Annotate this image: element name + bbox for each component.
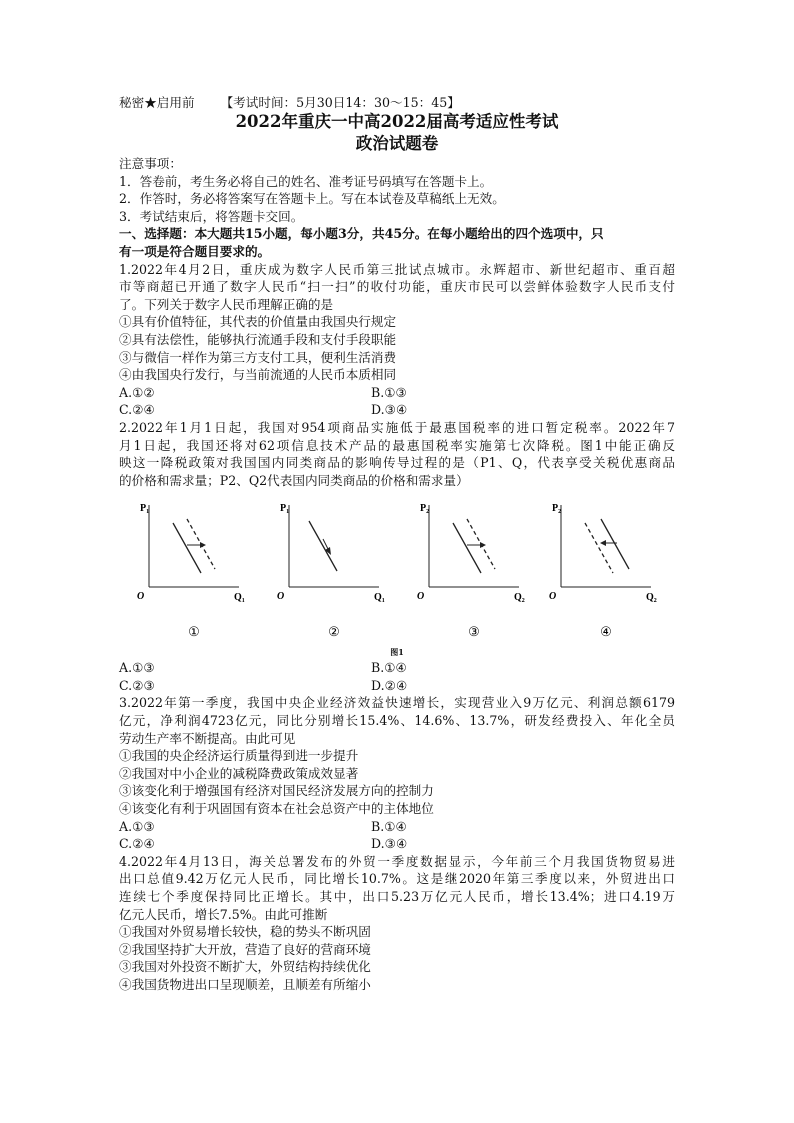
- statement: ③该变化利于增强国有经济对国民经济发展方向的控制力: [119, 783, 434, 799]
- question-stem-line: 连续七个季度保持同比正增长。其中，出口5.23万亿元人民币，增长13.4%；进口4.19万: [119, 889, 675, 904]
- graph-2-svg: [267, 495, 407, 645]
- graph-2: [267, 495, 407, 645]
- note-item: 1．答卷前，考生务必将自己的姓名、准考证号码填写在答题卡上。: [119, 173, 493, 189]
- origin-label: O: [549, 591, 557, 603]
- figure-1: [119, 495, 675, 645]
- arrow-head: [600, 540, 606, 546]
- option-d: D.②④: [371, 677, 408, 693]
- graph-label: ②: [328, 624, 340, 640]
- exam-title: 2022年重庆一中高2022届高考适应性考试: [235, 112, 559, 131]
- option-b: B.①③: [371, 384, 407, 400]
- graph-4-svg: [539, 495, 679, 645]
- statement: ③与微信一样作为第三方支付工具，便利生活消费: [119, 349, 397, 365]
- section-heading: [119, 225, 675, 260]
- demand-curve-dashed: [585, 523, 613, 573]
- y-axis-label: $P_2$: [552, 503, 562, 516]
- note-item: 2．作答时，务必将答案写在答题卡上。写在本试卷及草稿纸上无效。: [119, 191, 505, 207]
- graph-label: ③: [468, 624, 480, 640]
- option-d: D.③④: [371, 402, 408, 418]
- origin-label: O: [137, 591, 145, 603]
- statement: ②我国坚持扩大开放，营造了良好的营商环境: [119, 941, 371, 957]
- x-axis-label: $Q_1$: [374, 592, 385, 605]
- option-d: D.③④: [371, 836, 408, 852]
- question-stem-line: 亿元人民币，增长7.5%。由此可推断: [119, 906, 328, 922]
- y-axis-label: $P_1$: [140, 503, 150, 516]
- statement: ③我国对外投资不断扩大，外贸结构持续优化: [119, 959, 371, 975]
- question-stem-line: 月1日起，我国还将对62项信息技术产品的最惠国税率实施第七次降税。图1中能正确反: [119, 437, 675, 453]
- option-c: C.②④: [119, 402, 155, 418]
- question-stem-line: 3.2022年第一季度，我国中央企业经济效益快速增长，实现营业入9万亿元、利润总额6179: [119, 695, 675, 711]
- figure-caption: 图1: [390, 647, 404, 658]
- x-axis-label: $Q_2$: [646, 592, 657, 605]
- graph-label: ④: [600, 624, 612, 640]
- y-axis-label: $P_2$: [420, 503, 430, 516]
- question-1: [119, 261, 675, 419]
- question-stem-line: 4.2022年4月13日，海关总署发布的外贸一季度数据显示，今年前三个月我国货物贸易进: [119, 853, 675, 869]
- question-stem-line: 出口总值9.42万亿元人民币，同比增长10.7%。这是继2020年第三季度以来，外贸进出口: [119, 871, 675, 887]
- question-stem-line: 映这一降税政策对我国国内同类商品的影响传导过程的是（P1、Q，代表享受关税优惠商品: [119, 455, 675, 471]
- statement: ②具有法偿性，能够执行流通手段和支付手段职能: [119, 331, 397, 347]
- option-a: A.①③: [119, 660, 155, 676]
- question-stem-line: 2.2022年1月1日起，我国对954项商品实施低于最惠国税率的进口暂定税率。2022年7: [119, 419, 675, 435]
- graph-3-svg: [407, 495, 547, 645]
- statement: ②我国对中小企业的减税降费政策成效显著: [119, 765, 359, 781]
- options-row: [119, 659, 675, 677]
- graph-3: [407, 495, 547, 645]
- graph-1: [127, 495, 267, 645]
- statement: ①具有价值特征，其代表的价值量由我国央行规定: [119, 314, 397, 330]
- arrow-head: [200, 542, 206, 548]
- exam-time: 【考试时间：5月30日14：30～15：45】: [220, 95, 460, 110]
- question-stem-line: 市等商超已开通了数字人民币“扫一扫”的收付功能，重庆市民可以尝鲜体验数字人民币支付: [119, 279, 675, 295]
- option-a: A.①③: [119, 818, 155, 834]
- exam-subtitle: 政治试题卷: [355, 134, 439, 153]
- question-stem-line: 1.2022年4月2日，重庆成为数字人民币第三批试点城市。永辉超市、新世纪超市、重百超: [119, 261, 675, 277]
- question-stem-line: 了。下列关于数字人民币理解正确的是: [119, 296, 334, 312]
- options-row: [119, 818, 675, 836]
- question-stem-line: 的价格和需求量；P2、Q2代表国内同类商品的价格和需求量）: [119, 472, 469, 488]
- options-row: [119, 384, 675, 402]
- statement: ①我国对外贸易增长较快，稳的势头不断巩固: [119, 924, 371, 940]
- section-heading-line: 一、选择题：本大题共15小题，每小题3分，共45分。在每小题给出的四个选项中，只: [119, 226, 604, 242]
- exam-page: [119, 94, 675, 994]
- statement: ①我国的央企经济运行质量得到进一步提升: [119, 748, 359, 764]
- question-3: [119, 694, 675, 852]
- y-axis-label: $P_1$: [280, 503, 290, 516]
- option-c: C.②③: [119, 677, 155, 693]
- options-row: [119, 401, 675, 419]
- question-2: [119, 419, 675, 695]
- options-row: [119, 677, 675, 695]
- demand-curve-solid: [173, 523, 201, 573]
- statement: ④该变化有利于巩固国有资本在社会总资产中的主体地位: [119, 801, 434, 817]
- note-item: 3．考试结束后，将答题卡交回。: [119, 208, 304, 224]
- notes-heading: 注意事项：: [119, 156, 182, 171]
- statement: ④我国货物进出口呈现顺差，且顺差有所缩小: [119, 976, 371, 992]
- secret-label: 秘密★启用前: [119, 95, 195, 110]
- demand-curve-solid: [453, 523, 481, 573]
- origin-label: O: [277, 591, 285, 603]
- x-axis-label: $Q_1$: [234, 592, 245, 605]
- section-heading-line: 有一项是符合题目要求的。: [119, 243, 271, 259]
- arrow-head: [480, 542, 486, 548]
- question-stem-line: 劳动生产率不断提高。由此可见: [119, 730, 296, 746]
- option-a: A.①②: [119, 384, 155, 400]
- question-4: [119, 853, 675, 994]
- option-b: B.①④: [371, 818, 407, 834]
- question-stem-line: 亿元，净利润4723亿元，同比分别增长15.4%、14.6%、13.7%，研发经费投入、年化全员: [119, 713, 675, 729]
- options-row: [119, 835, 675, 853]
- option-c: C.②④: [119, 836, 155, 852]
- origin-label: O: [417, 591, 425, 603]
- notes-block: [119, 155, 675, 225]
- graph-4: [539, 495, 679, 645]
- option-b: B.①④: [371, 660, 407, 676]
- graph-1-svg: [127, 495, 267, 645]
- x-axis-label: $Q_2$: [514, 592, 525, 605]
- graph-label: ①: [188, 624, 200, 640]
- statement: ④由我国央行发行，与当前流通的人民币本质相同: [119, 367, 397, 383]
- demand-curve-solid: [309, 521, 337, 571]
- exam-header-line: [119, 94, 675, 111]
